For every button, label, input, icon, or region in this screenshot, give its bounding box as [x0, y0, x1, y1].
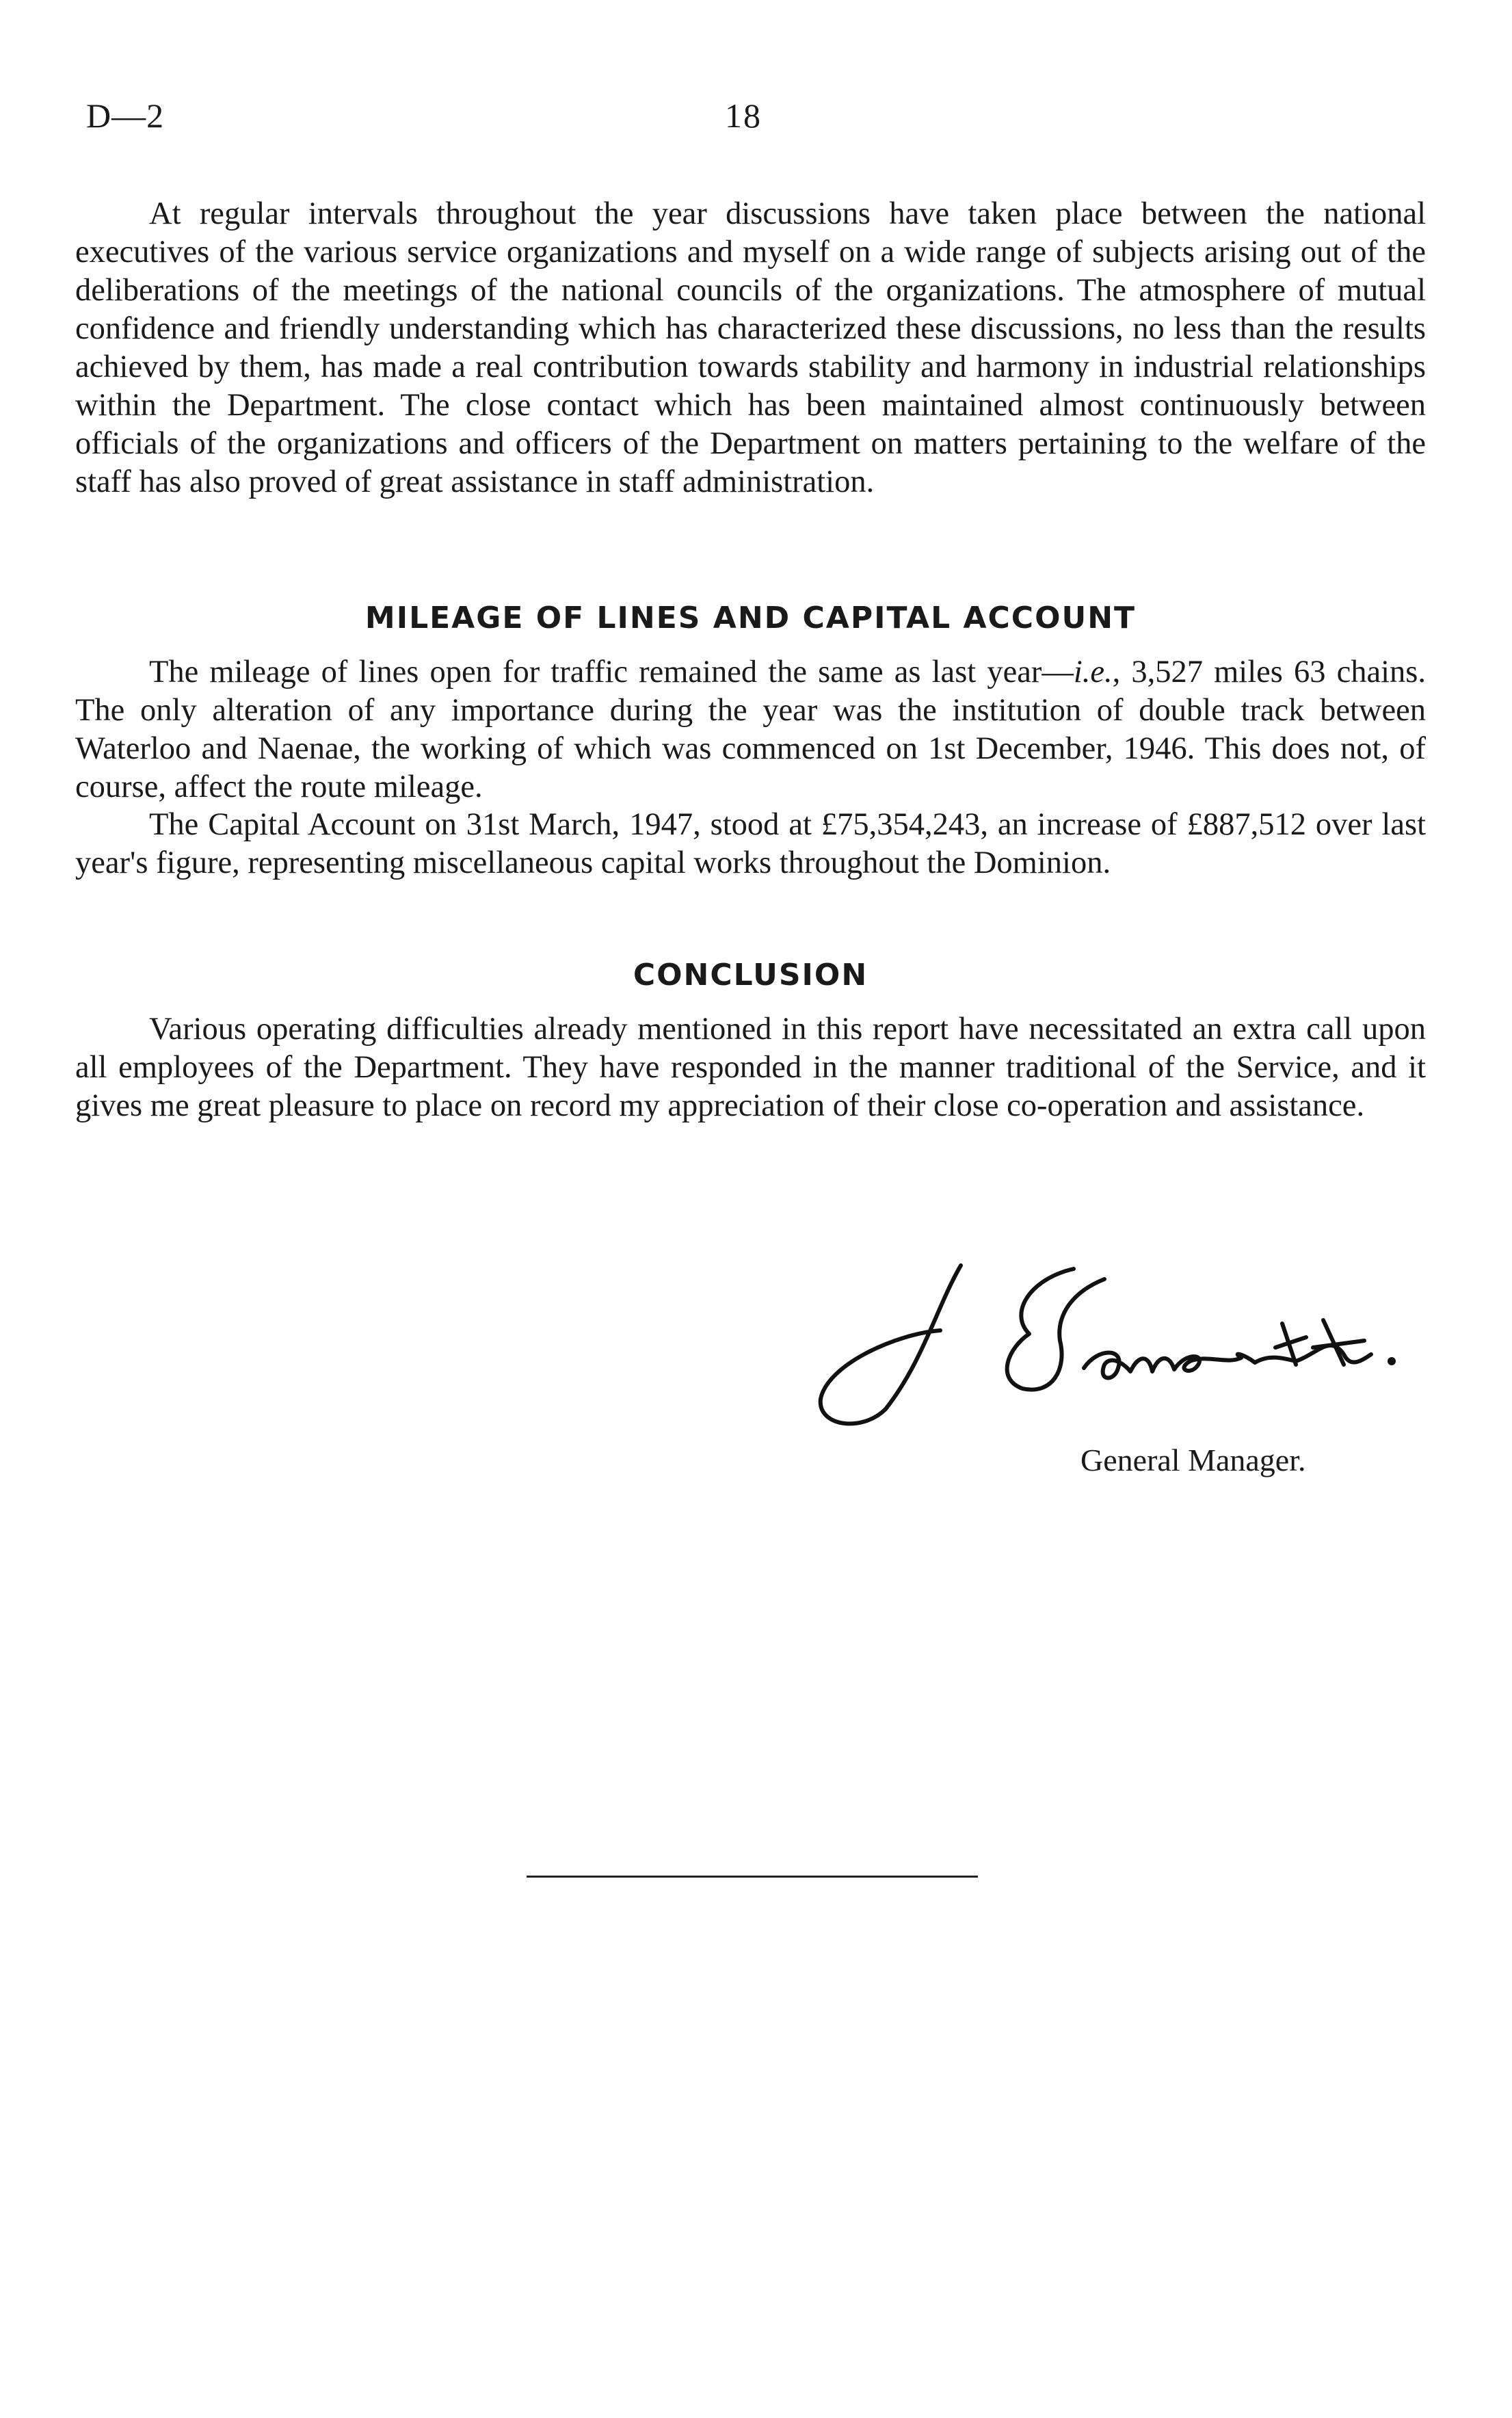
mileage-section-heading: MILEAGE OF LINES AND CAPITAL ACCOUNT	[364, 601, 1137, 635]
mileage-paragraph	[75, 653, 1426, 806]
signatory-title: General Manager.	[1080, 1443, 1306, 1477]
capital-account-paragraph: The Capital Account on 31st March, 1947, stood at £75,354,243, an increase of £887,512 over last year's figure, representing miscellaneous capital works throughout the Dominion.	[75, 807, 1426, 880]
mileage-paragraph-ie: i.e.	[1073, 655, 1113, 689]
handwritten-signature	[804, 1252, 1433, 1430]
mileage-paragraph-text-end: , 3,527 miles 63 chains. The only alteration of any importance during the year was the institution of double track between Waterloo and Naenae, the working of which was commenced on 1st December, 1946. This does not, of course, affect the route mileage.	[75, 655, 1426, 804]
signature-graphic	[804, 1252, 1433, 1430]
conclusion-paragraph: Various operating difficulties already mentioned in this report have necessitated an extra call upon all employees of the Department. They have responded in the manner traditional of the Service, and it gives me great pleasure to place on record my appreciation of their close co-operation and assistance.	[75, 1012, 1426, 1123]
mileage-paragraph-text-start: The mileage of lines open for traffic remained the same as last year—	[149, 655, 1074, 689]
conclusion-section-heading: CONCLUSION	[633, 958, 868, 993]
document-reference: D—2	[86, 96, 165, 135]
end-rule-divider	[527, 1876, 978, 1878]
page-header	[0, 96, 1512, 150]
staff-relations-paragraph: At regular intervals throughout the year discussions have taken place between the national executives of the various service organizations and myself on a wide range of subjects arising out of the deliberations of the meetings of the national councils of the organizations. The atmosphere of mutual confidence and friendly understanding which has characterized these discussions, no less than the results achieved by them, has made a real contribution towards stability and harmony in industrial relationships within the Department. The close contact which has been maintained almost continuously between officials of the organizations and officers of the Department on matters pertaining to the welfare of the staff has also proved of great assistance in staff administration.	[75, 196, 1426, 499]
signature-period	[1388, 1357, 1396, 1365]
page-number: 18	[725, 96, 762, 135]
